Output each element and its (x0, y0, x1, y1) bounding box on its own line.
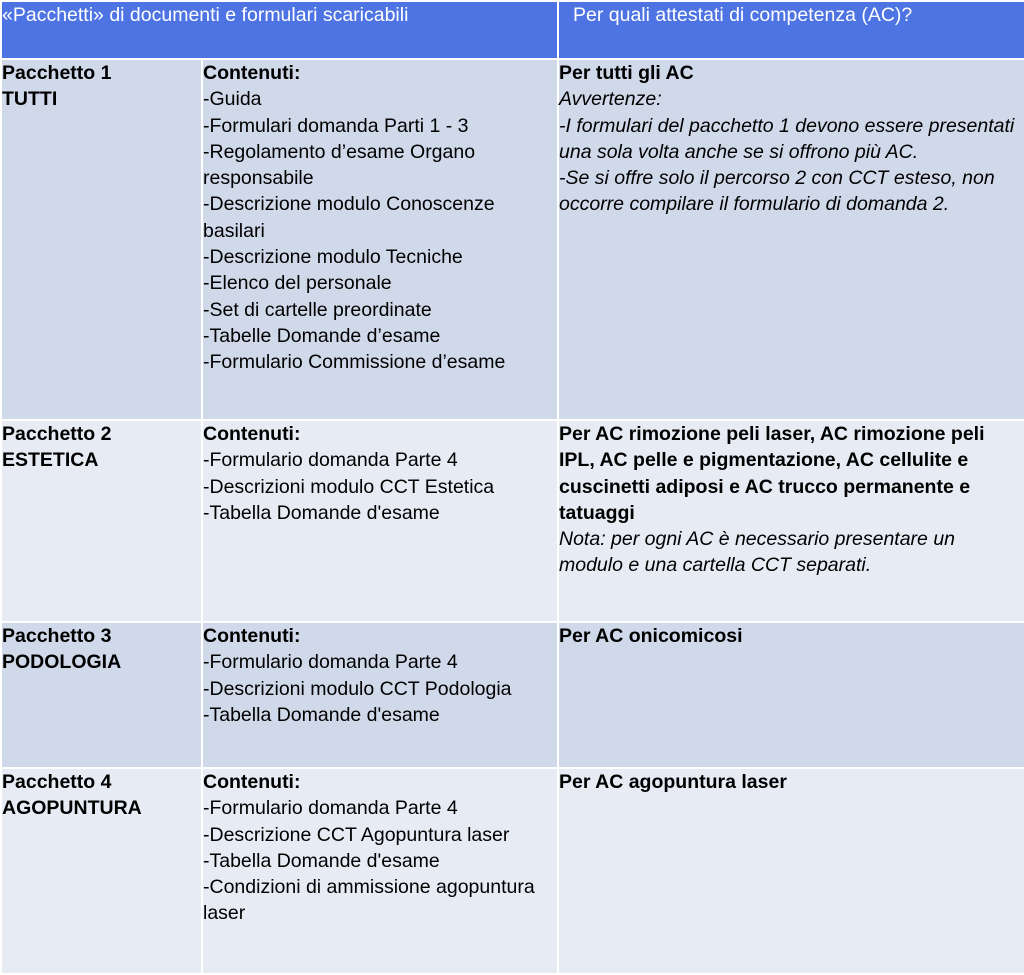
contents-item: -Tabelle Domande d’esame (203, 324, 441, 347)
contents-item: -Regolamento d’esame Organo responsabile (203, 140, 476, 190)
contents-item: -Formulario domanda Parte 4 (203, 449, 458, 472)
contents-item: -Descrizione modulo Tecniche (203, 246, 463, 269)
package-cell (1, 768, 202, 974)
contents-item: -Descrizioni modulo CCT Podologia (203, 677, 512, 700)
table-row (1, 768, 1024, 974)
contents-cell (202, 59, 558, 420)
table-header-row (1, 1, 1024, 59)
table-row (1, 420, 1024, 622)
contents-title: Contenuti: (203, 625, 301, 647)
contents-item: -Descrizione CCT Agopuntura laser (203, 823, 510, 846)
certificates-cell (558, 768, 1024, 974)
contents-item: -Formulario domanda Parte 4 (203, 651, 458, 674)
certificates-title: Per tutti gli AC (559, 62, 694, 84)
contents-cell (202, 420, 558, 622)
contents-item: -Elenco del personale (203, 272, 392, 295)
certificates-note: -I formulari del pacchetto 1 devono essere presentati una sola volta anche se si offrono più AC. (559, 114, 1015, 163)
package-subtitle: AGOPUNTURA (2, 797, 142, 820)
contents-title: Contenuti: (203, 423, 301, 445)
header-certificates: Per quali attestati di competenza (AC)? (558, 1, 1024, 59)
certificates-cell (558, 420, 1024, 622)
certificates-note: Avvertenze: (559, 88, 662, 111)
package-name: Pacchetto 2 (2, 423, 112, 445)
contents-item: -Tabella Domande d'esame (203, 703, 440, 726)
package-cell (1, 420, 202, 622)
package-name: Pacchetto 3 (2, 625, 112, 647)
certificates-cell (558, 59, 1024, 420)
package-cell (1, 59, 202, 420)
package-name: Pacchetto 4 (2, 771, 112, 793)
contents-title: Contenuti: (203, 62, 301, 84)
certificates-note: -Se si offre solo il percorso 2 con CCT esteso, non occorre compilare il formulario di domanda 2. (559, 167, 995, 216)
certificates-title: Per AC agopuntura laser (559, 771, 787, 793)
contents-item: -Tabella Domande d'esame (203, 501, 440, 524)
contents-item: -Formulari domanda Parti 1 - 3 (203, 114, 469, 137)
package-subtitle: PODOLOGIA (2, 651, 122, 674)
contents-title: Contenuti: (203, 771, 301, 793)
contents-item: -Formulario domanda Parte 4 (203, 797, 458, 820)
header-packages: «Pacchetti» di documenti e formulari scaricabili (1, 1, 558, 59)
contents-item: -Descrizione modulo Conoscenze basilari (203, 193, 495, 242)
package-subtitle: TUTTI (2, 88, 58, 111)
contents-item: -Condizioni di ammissione agopuntura laser (203, 876, 535, 925)
package-cell (1, 622, 202, 768)
certificates-title: Per AC onicomicosi (559, 625, 743, 647)
table-row (1, 622, 1024, 768)
package-name: Pacchetto 1 (2, 62, 112, 84)
certificates-note: Nota: per ogni AC è necessario presentare un modulo e una cartella CCT separati. (559, 528, 956, 577)
contents-item: -Formulario Commissione d’esame (203, 351, 506, 374)
contents-item: -Guida (203, 88, 262, 111)
certificates-cell (558, 622, 1024, 768)
contents-item: -Tabella Domande d'esame (203, 849, 440, 872)
certificates-title: Per AC rimozione peli laser, AC rimozione peli IPL, AC pelle e pigmentazione, AC cellulite e cuscinetti adiposi e AC trucco permanente e tatuaggi (559, 423, 985, 524)
contents-cell (202, 768, 558, 974)
table-row (1, 59, 1024, 420)
contents-item: -Descrizioni modulo CCT Estetica (203, 475, 495, 498)
contents-cell (202, 622, 558, 768)
package-subtitle: ESTETICA (2, 449, 99, 472)
contents-item: -Set di cartelle preordinate (203, 298, 432, 321)
